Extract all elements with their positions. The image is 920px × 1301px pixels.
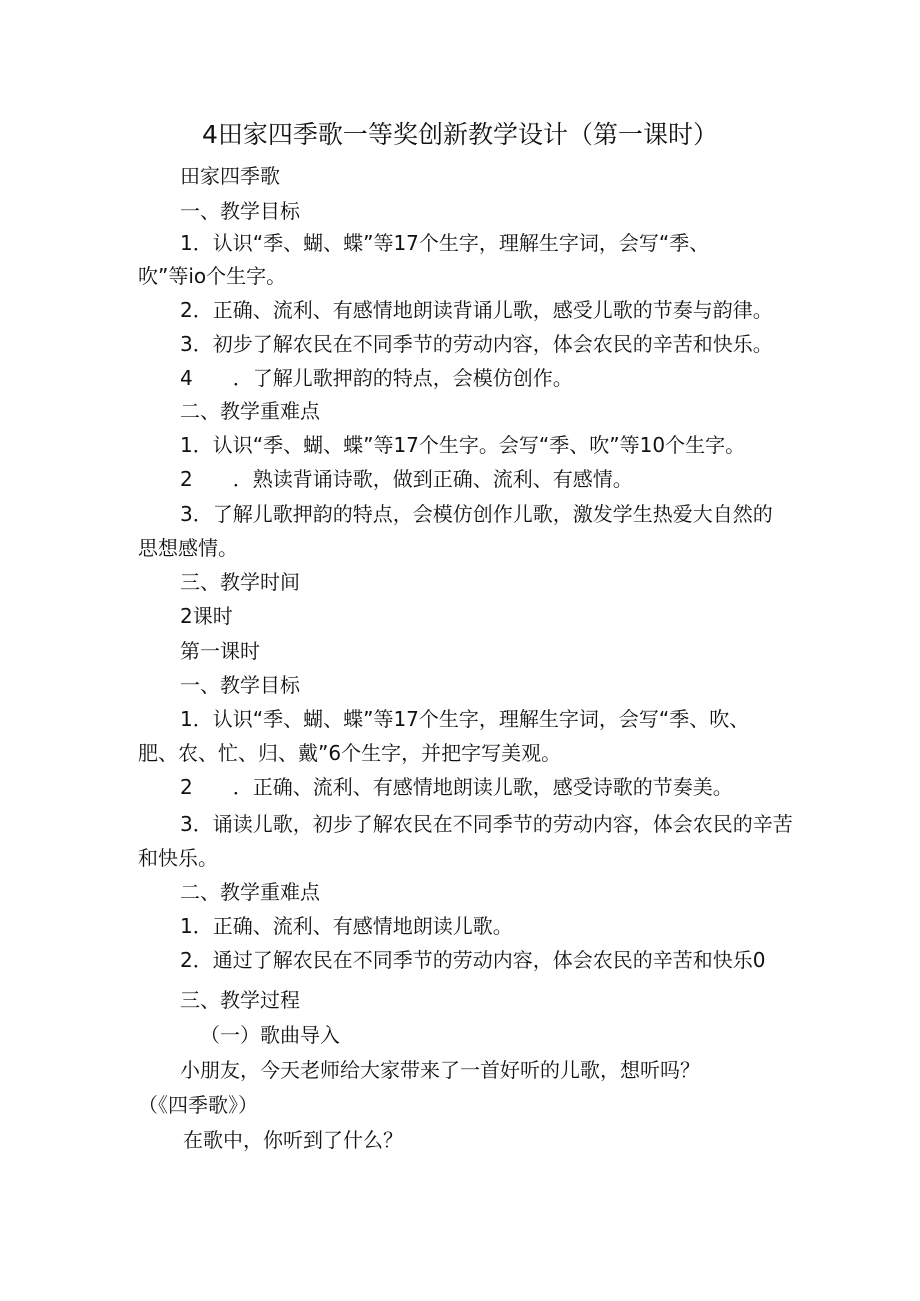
subsection-heading: 第一课时: [180, 639, 260, 663]
body-line: 肥、农、忙、归、戴”6个生字，并把字写美观。: [138, 741, 562, 765]
subtitle-line: 田家四季歌: [180, 164, 280, 188]
section-heading: 一、教学目标: [180, 199, 300, 223]
body-line: 4 ．了解儿歌押韵的特点，会模仿创作。: [180, 366, 573, 390]
body-line: 3．了解儿歌押韵的特点，会模仿创作儿歌，激发学生热爱大自然的: [180, 502, 773, 526]
section-heading: 二、教学重难点: [180, 399, 320, 423]
section-heading: 三、教学时间: [180, 570, 300, 594]
body-line: 和快乐。: [138, 846, 218, 870]
body-line: 3．初步了解农民在不同季节的劳动内容，体会农民的辛苦和快乐。: [180, 332, 773, 356]
body-line: 3．诵读儿歌，初步了解农民在不同季节的劳动内容，体会农民的辛苦: [180, 812, 793, 836]
section-heading: 三、教学过程: [180, 988, 300, 1012]
body-line: 在歌中，你听到了什么？: [183, 1128, 403, 1152]
body-line: 1．认识“季、蝴、蝶”等17个生字，理解生字词，会写“季、吹、: [180, 707, 750, 731]
body-line: 1．正确、流利、有感情地朗读儿歌。: [180, 914, 513, 938]
body-line: 1．认识“季、蝴、蝶”等17个生字。会写“季、吹”等10个生字。: [180, 433, 746, 457]
document-title: 4田家四季歌一等奖创新教学设计（第一课时）: [202, 120, 718, 149]
body-line: 2 ．正确、流利、有感情地朗读儿歌，感受诗歌的节奏美。: [180, 775, 733, 799]
body-line: 思想感情。: [138, 536, 238, 560]
body-line: 2．通过了解农民在不同季节的劳动内容，体会农民的辛苦和快乐0: [180, 948, 766, 972]
body-line: 2．正确、流利、有感情地朗读背诵儿歌，感受儿歌的节奏与韵律。: [180, 298, 773, 322]
body-line: 小朋友，今天老师给大家带来了一首好听的儿歌，想听吗？: [180, 1058, 700, 1082]
section-heading: 一、教学目标: [180, 673, 300, 697]
subsection-heading: （一）歌曲导入: [200, 1023, 340, 1047]
body-line: 2课时: [180, 604, 233, 628]
body-line: （《四季歌》）: [138, 1093, 258, 1117]
section-heading: 二、教学重难点: [180, 880, 320, 904]
body-line: 2 ．熟读背诵诗歌，做到正确、流利、有感情。: [180, 467, 633, 491]
body-line: 吹”等io个生字。: [138, 264, 287, 288]
body-line: 1．认识“季、蝴、蝶”等17个生字，理解生字词，会写“季、: [180, 231, 710, 255]
